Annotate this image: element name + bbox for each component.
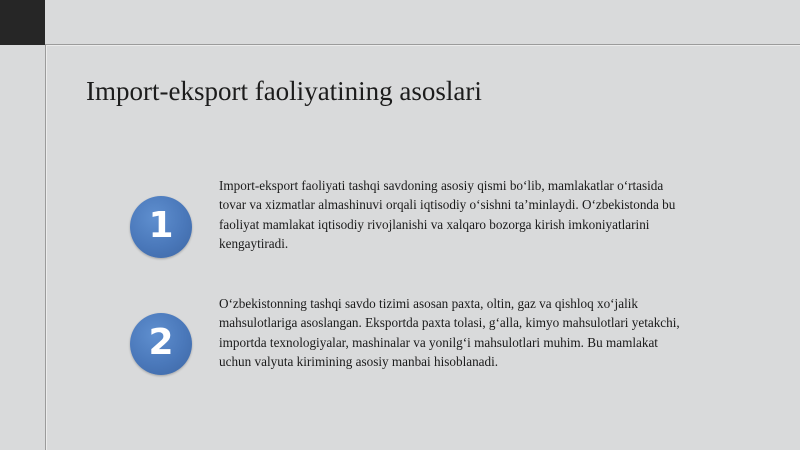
top-rule-highlight bbox=[45, 45, 800, 46]
number-badge-icon bbox=[130, 313, 192, 375]
slide-title: Import-eksport faoliyatining asoslari bbox=[86, 76, 482, 106]
item-text: Import-eksport faoliyati tashqi savdoning asosiy qismi boʻlib, mamlakatlar oʻrtasida tovar va xizmatlar almashinuvi orqali iqtisodiy oʻsishni taʼminlaydi. Oʻzbekistonda bu faoliyat mamlakat iqtisodiy rivojlanishi va xalqaro bozorga kirish imkoniyatlarini kengaytiradi. bbox=[219, 178, 676, 251]
item-text: Oʻzbekistonning tashqi savdo tizimi asosan paxta, oltin, gaz va qishloq xoʻjalik mahsulotlariga asoslangan. Eksportda paxta tolasi, gʻalla, kimyo mahsulotlari yetakchi, importda texnologiyalar, mashinalar va yonilgʻi mahsulotlari muhim. Bu mamlakat uchun valyuta kirimining asosiy manbai hisoblanadi. bbox=[219, 296, 680, 369]
left-rule-highlight bbox=[46, 45, 47, 450]
corner-block bbox=[0, 0, 45, 45]
number-badge-icon bbox=[130, 196, 192, 258]
badge-number: 2 bbox=[148, 322, 174, 363]
badge-number: 1 bbox=[148, 205, 174, 246]
